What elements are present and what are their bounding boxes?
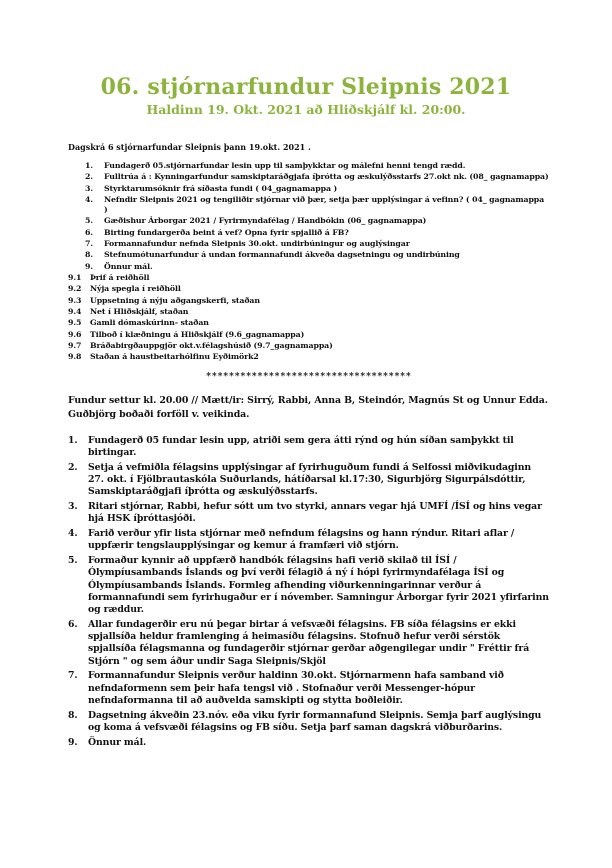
list-number: 8. [68, 709, 78, 721]
minutes-item [68, 670, 550, 707]
attendance-note: Fundur settur kl. 20.00 // Mætt/ir: Sirrý, Rabbi, Anna B, Steindór, Magnús St og Unnur Edda. Guðbjörg boðaði forföll v. veikinda. [68, 395, 548, 420]
agenda-subitem [68, 352, 550, 362]
list-number: 9.4 [68, 306, 82, 316]
minutes-item [68, 528, 550, 553]
minutes-item [68, 435, 550, 460]
minutes-list [68, 435, 550, 749]
document-body [68, 142, 550, 749]
list-text: Net í Hliðskjálf, staðan [90, 306, 189, 316]
list-number: 9.8 [68, 352, 82, 362]
list-text: Nefndir Sleipnis 2021 og tengiliðir stjórnar við þær, setja þær upplýsingar á vefinn? ( 04_ gagnamappa ) [104, 195, 545, 215]
agenda-sublist [68, 273, 550, 362]
list-text: Gæðishur Árborgar 2021 / Fyrirmyndafélag / Handbókin (06_ gagnamappa) [104, 216, 427, 226]
list-number: 3. [68, 500, 78, 512]
list-number: 1. [68, 434, 78, 446]
agenda-subitem [68, 330, 550, 340]
list-text: Tilboð í klæðningu á Hliðskjálf (9.6_gagnamappa) [90, 329, 305, 339]
list-number: 9.2 [68, 284, 82, 294]
minutes-item [68, 501, 550, 526]
list-number: 2. [68, 461, 78, 473]
list-text: Uppsetning á nýju aðgangskerfi, staðan [90, 295, 260, 305]
list-number: 8. [85, 250, 93, 260]
list-number: 1. [85, 161, 93, 171]
list-text: Stefnumótunarfundur á undan formannafundi ákveða dagsetningu og undirbúning [104, 250, 460, 260]
list-number: 5. [68, 554, 78, 566]
asterisk-divider: ************************************ [206, 372, 412, 383]
list-number: 6. [68, 618, 78, 630]
list-text: Fulltrúa á : Kynningarfundur samskiptaráðgjafa íþrótta og æskulýðsstarfs 27.okt nk. (08_ gagnamappa) [104, 172, 549, 182]
agenda-item [85, 216, 550, 226]
agenda-item [85, 239, 550, 249]
agenda-subitem [68, 307, 550, 317]
agenda-heading: Dagskrá 6 stjórnarfundar Sleipnis þann 19.okt. 2021 . [68, 142, 311, 153]
list-text: Bráðabirgðauppgjör okt.v.félagshúsið (9.7_gagnamappa) [90, 340, 333, 350]
minutes-item [68, 555, 550, 616]
list-text: Gamli dómaskúrinn- staðan [90, 318, 209, 328]
list-number: 7. [85, 239, 93, 249]
agenda-item [85, 250, 550, 260]
list-text: Formannafundur nefnda Sleipnis 30.okt. undirbúningur og auglýsingar [104, 239, 410, 249]
list-text: Birting fundargerða beint á vef? Opna fyrir spjallið á FB? [104, 227, 349, 237]
agenda-subitem [68, 273, 550, 283]
list-number: 4. [85, 195, 93, 205]
list-text: Fundagerð 05 fundar lesin upp, atriði sem gera átti rýnd og hún síðan samþykkt til birtingar. [88, 434, 514, 458]
list-text: Staðan á haustbeitarhólfinu Eyðimörk2 [90, 352, 259, 362]
list-number: 9. [85, 261, 93, 271]
list-number: 3. [85, 183, 93, 193]
list-text: Allar fundagerðir eru nú þegar birtar á vefsvæði félagsins. FB síða félagsins er ekki spjallsíða heldur framlenging á heimasíðu félagsins. Stofnuð hefur verði sérstök spjallsíða félagsmanna og fundagerðir stjórnar gerðar aðgengilegar undir " Fréttir frá Stjórn " og sem áður undir Saga Sleipnis/Skjöl [88, 618, 530, 667]
list-number: 5. [85, 216, 93, 226]
list-text: Þrif á reiðhöll [90, 273, 150, 283]
agenda-item [85, 172, 550, 182]
list-text: Farið verður yfir lista stjórnar með nefndum félagsins og hann rýndur. Ritari aflar / uppfærir tengslaupplýsingar og kemur á framfæri við stjórn. [88, 527, 515, 552]
list-number: 6. [85, 227, 93, 237]
page-title: 06. stjórnarfundur Sleipnis 2021 [100, 74, 512, 100]
agenda-item [85, 184, 550, 194]
list-text: Önnur mál. [104, 261, 153, 271]
list-text: Ritari stjórnar, Rabbi, hefur sótt um tvo styrki, annars vegar hjá UMFÍ /ÍSÍ og hins vegar hjá HSK íþróttasjóði. [88, 500, 542, 525]
list-number: 7. [68, 670, 78, 682]
minutes-item [68, 710, 550, 735]
agenda-list [68, 161, 550, 272]
list-text: Setja á vefmiðla félagsins upplýsingar af fyrirhuguðum fundi á Selfossi miðvikudaginn 27. okt. í Fjölbrautaskóla Suðurlands, hátíðarsal kl.17:30, Sigurbjörg Sigurpálsdóttir, Samskiptaráðgjafi íþrótta og æskulýðsstarfs. [88, 461, 532, 498]
list-number: 9.3 [68, 295, 82, 305]
agenda-subitem [68, 318, 550, 328]
list-number: 9.1 [68, 273, 82, 283]
agenda-item [85, 228, 550, 238]
list-number: 4. [68, 527, 78, 539]
list-number: 9. [68, 736, 78, 748]
minutes-item [68, 619, 550, 668]
list-number: 9.6 [68, 329, 82, 339]
list-text: Formaður kynnir að uppfærð handbók félagsins hafi verið skilað til ÍSÍ /Ólympíusambands Íslands og því verði félagið á ný í hópi fyrirmyndafélaga ÍSÍ og Ólympíusambands Íslands. Formleg afhending viðurkenningarinnar verður á formannafundi sem fyrirhugaður er í nóvember. Samningur Árborgar fyrir 2021 yfirfarinn og ræddur. [88, 554, 549, 616]
agenda-subitem [68, 284, 550, 294]
agenda-subitem [68, 341, 550, 351]
list-number: 2. [85, 172, 93, 182]
list-number: 9.5 [68, 318, 82, 328]
list-text: Önnur mál. [88, 736, 147, 748]
agenda-item [85, 195, 550, 215]
minutes-item [68, 737, 550, 749]
list-text: Dagsetning ákveðin 23.nóv. eða viku fyrir formannafund Sleipnis. Semja þarf auglýsingu og koma á vefsvæði félagsins og FB síðu. Setja þarf saman dagskrá viðburðarins. [88, 709, 542, 733]
list-text: Fundagerð 05.stjórnarfundar lesin upp til samþykktar og málefni henni tengd rædd. [104, 161, 466, 171]
agenda-item [85, 262, 550, 272]
page-subtitle: Haldinn 19. Okt. 2021 að Hliðskjálf kl. 20:00. [146, 102, 466, 118]
list-text: Styrktarumsóknir frá síðasta fundi ( 04_gagnamappa ) [104, 183, 338, 193]
list-number: 9.7 [68, 340, 82, 350]
list-text: Formannafundur Sleipnis verður haldinn 30.okt. Stjórnarmenn hafa samband við nefndaformenn sem þeir hafa tengsl við . Stofnaður verði Messenger-hópur nefndaformanna til að auðvelda samskipti og stytta boðleiðir. [88, 670, 504, 706]
agenda-subitem [68, 296, 550, 306]
list-text: Nýja spegla í reiðhöll [90, 284, 181, 294]
minutes-item [68, 462, 550, 499]
document-page [0, 76, 612, 868]
agenda-item [85, 161, 550, 171]
